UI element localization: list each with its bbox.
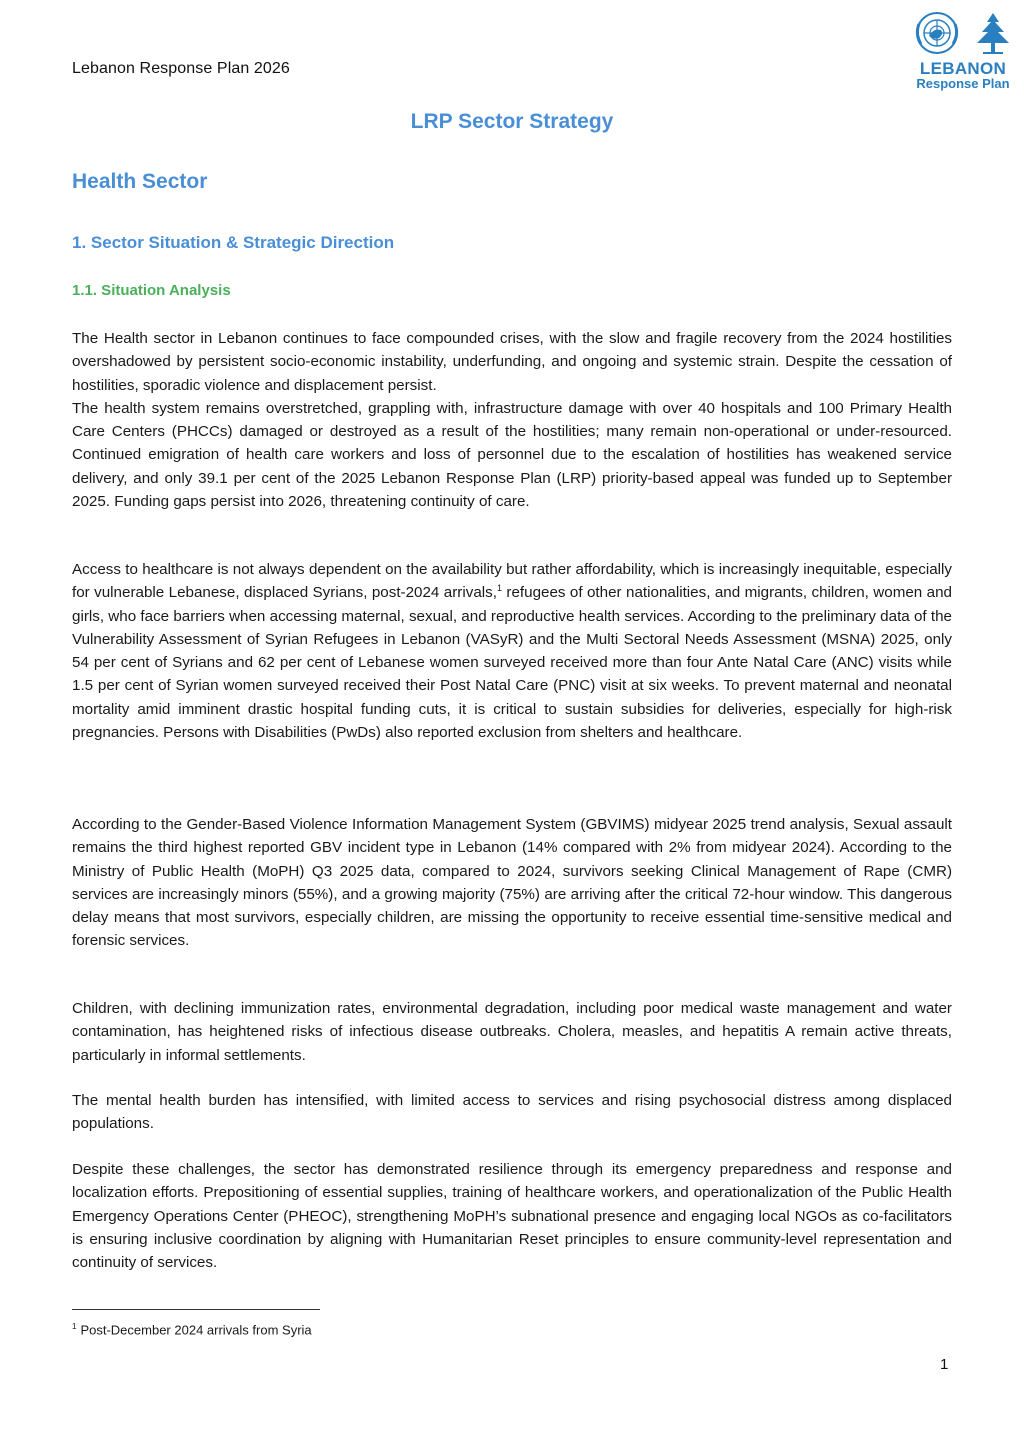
running-header: Lebanon Response Plan 2026 <box>72 60 290 77</box>
paragraph-text: The health system remains overstretched, grappling with, infrastructure damage with over 40 hospitals and 100 Primary Health Care Centers (PHCCs) damaged or destroyed as a result of the hostilities; many remain non-operational or under-resourced. Continued emigration of health care workers and loss of personnel due to the escalation of hostilities has weakened service delivery, and only 39.1 per cent of the 2025 Lebanon Response Plan (LRP) priority-based appeal was funded up to September 2025. Funding gaps persist into 2026, threatening continuity of care. <box>72 399 952 511</box>
paragraph-text: Children, with declining immunization rates, environmental degradation, including poor medical waste management and water contamination, has heightened risks of infectious disease outbreaks. Cholera, measles, and hepatitis A remain active threats, particularly in informal settlements. <box>72 1000 952 1064</box>
paragraph-access <box>72 558 952 744</box>
section-heading: 1. Sector Situation & Strategic Direction <box>72 233 395 252</box>
paragraph-gbv <box>72 813 952 953</box>
footnote-ref-link[interactable]: 1 <box>496 583 502 594</box>
paragraph-text: The mental health burden has intensified, with limited access to services and rising psychosocial distress among displaced populations. <box>72 1092 952 1133</box>
document-title: LRP Sector Strategy <box>410 110 614 133</box>
sector-heading: Health Sector <box>72 170 208 193</box>
footnote-text: Post-December 2024 arrivals from Syria <box>80 1322 312 1338</box>
cedar-tree-icon <box>977 13 1009 54</box>
footnote <box>72 1322 312 1337</box>
logo-emblems <box>907 10 1019 58</box>
paragraph-text <box>72 558 952 744</box>
paragraph-text: The Health sector in Lebanon continues to face compounded crises, with the slow and fragile recovery from the 2024 hostilities overshadowed by persistent socio-economic instability, underfunding, and ongoing and systemic strain. Despite the cessation of hostilities, sporadic violence and displacement persist. <box>72 330 952 394</box>
lebanon-response-plan-logo <box>905 10 1021 96</box>
footnote-number: 1 <box>72 1322 77 1331</box>
paragraph-text-part: refugees of other nationalities, and migrants, children, women and girls, who face barriers when accessing maternal, sexual, and reproductive health services. According to the preliminary data of the Vulnerability Assessment of Syrian Refugees in Lebanon (VASyR) and the Multi Sectoral Needs Assessment (MSNA) 2025, only 54 per cent of Syrians and 62 per cent of Lebanese women surveyed received more than four Ante Natal Care (ANC) visits while 1.5 per cent of Syrian women surveyed received their Post Natal Care (PNC) visit at six weeks. To prevent maternal and neonatal mortality amid imminent drastic hospital funding cuts, it is critical to sustain subsidies for deliveries, especially for high-risk pregnancies. Persons with Disabilities (PwDs) also reported exclusion from shelters and healthcare. <box>72 584 953 742</box>
paragraph-resilience <box>72 1158 952 1274</box>
paragraph-situation-overview <box>72 327 952 513</box>
paragraph-text-part: Access to healthcare is not always dependent on the availability but rather affordability, which is increasingly inequitable, especially for vulnerable Lebanese, displaced Syrians, post-2024 arrivals, <box>72 561 952 602</box>
footnote-divider <box>72 1309 320 1310</box>
logo-text-response-plan: Response Plan <box>916 76 1010 91</box>
un-emblem-icon <box>917 13 957 53</box>
paragraph-text: Despite these challenges, the sector has demonstrated resilience through its emergency preparedness and response and localization efforts. Prepositioning of essential supplies, training of healthcare workers, and operationalization of the Public Health Emergency Operations Center (PHEOC), strengthening MoPH’s subnational presence and engaging local NGOs as co-facilitators is ensuring inclusive coordination by aligning with Humanitarian Reset principles to ensure community-level representation and continuity of services. <box>72 1161 952 1272</box>
logo-text-lebanon: LEBANON <box>919 59 1007 78</box>
page-number: 1 <box>940 1356 949 1373</box>
paragraph-children <box>72 997 952 1067</box>
subsection-heading: 1.1. Situation Analysis <box>72 282 231 299</box>
paragraph-mental-health <box>72 1089 952 1136</box>
paragraph-text: According to the Gender-Based Violence Information Management System (GBVIMS) midyear 2025 trend analysis, Sexual assault remains the third highest reported GBV incident type in Lebanon (14% compared with 2% from midyear 2024). According to the Ministry of Public Health (MoPH) Q3 2025 data, compared to 2024, survivors seeking Clinical Management of Rape (CMR) services are increasingly minors (55%), and a growing majority (75%) are arriving after the critical 72-hour window. This dangerous delay means that most survivors, especially children, are missing the opportunity to receive essential time-sensitive medical and forensic services. <box>72 816 952 950</box>
